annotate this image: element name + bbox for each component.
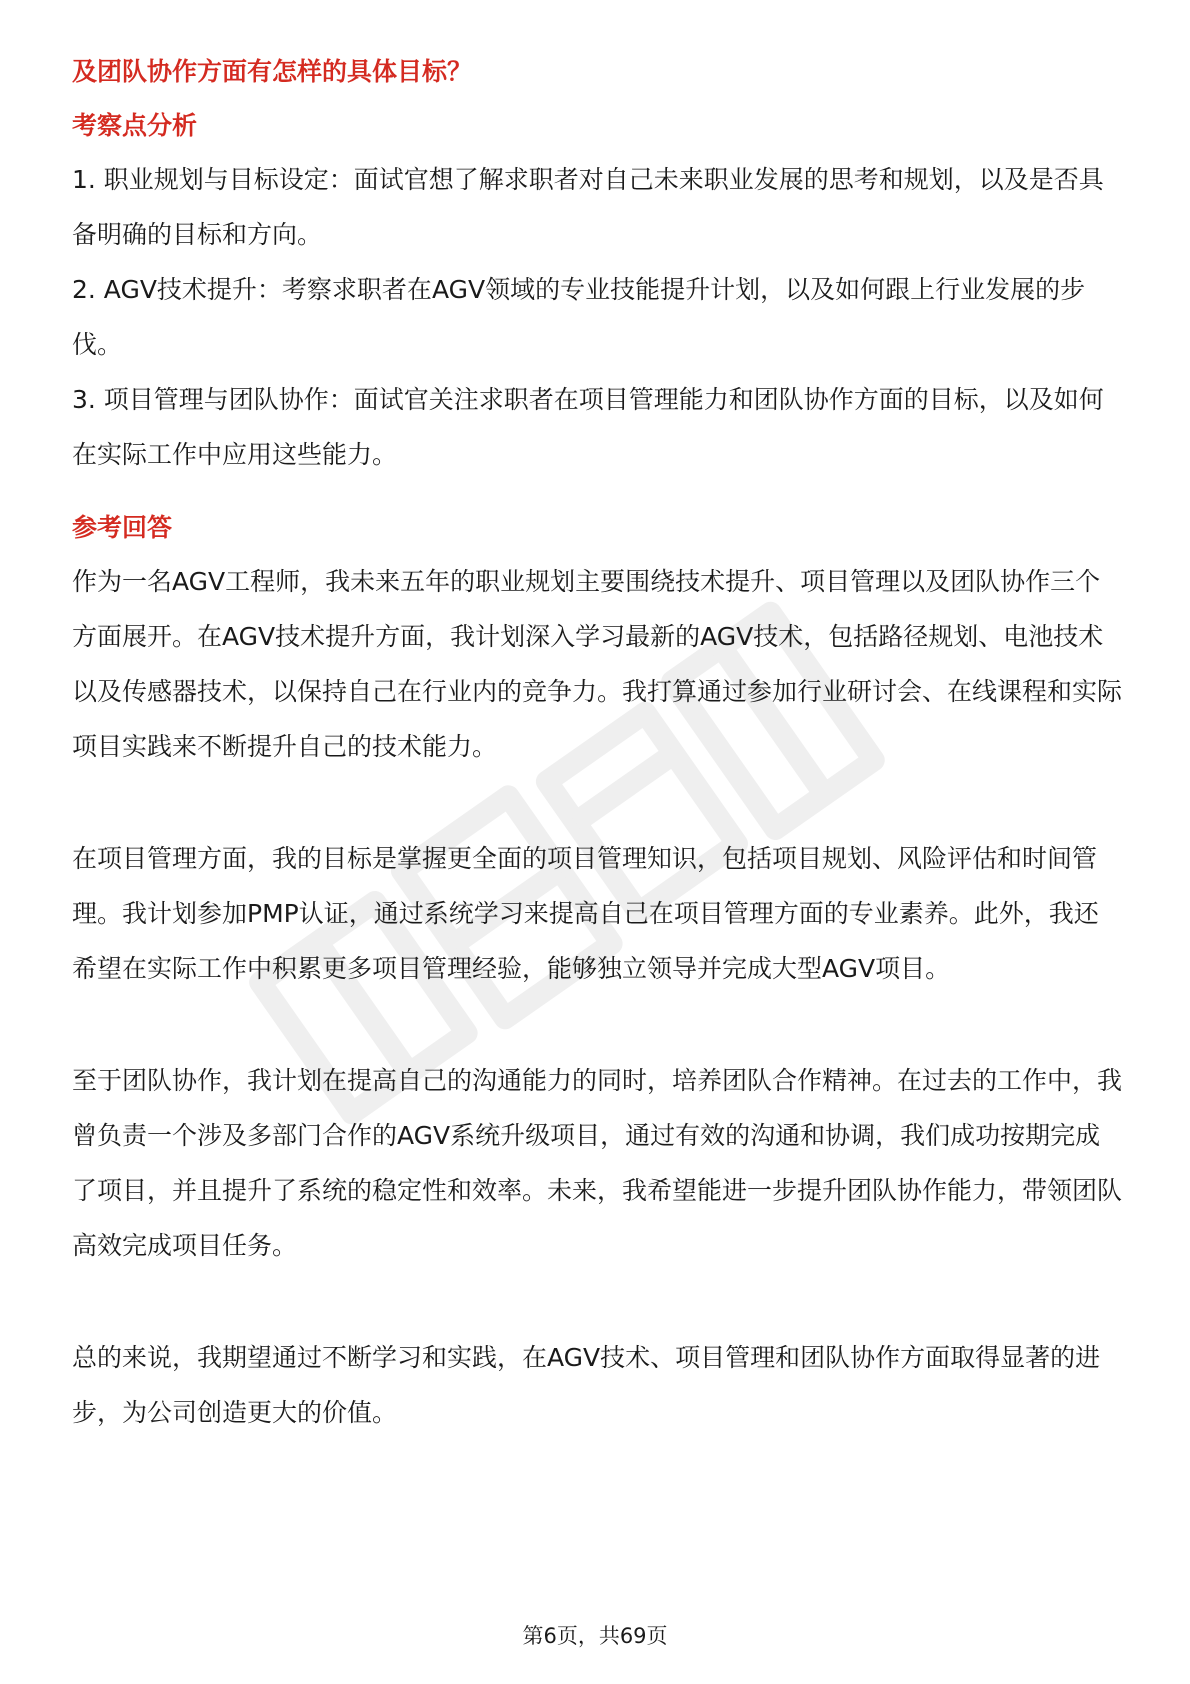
answer-paragraph: 总的来说，我期望通过不断学习和实践，在AGV技术、项目管理和团队协作方面取得显著的进步，为公司创造更大的价值。 [72, 1343, 1101, 1427]
answer-paragraph: 至于团队协作，我计划在提高自己的沟通能力的同时，培养团队合作精神。在过去的工作中，我曾负责一个涉及多部门合作的AGV系统升级项目，通过有效的沟通和协调，我们成功按期完成了项目，并且提升了系统的稳定性和效率。未来，我希望能进一步提升团队协作能力，带领团队高效完成项目任务。 [72, 1066, 1123, 1260]
answer-paragraph: 作为一名AGV工程师，我未来五年的职业规划主要围绕技术提升、项目管理以及团队协作三个方面展开。在AGV技术提升方面，我计划深入学习最新的AGV技术，包括路径规划、电池技术以及传感器技术，以保持自己在行业内的竞争力。我打算通过参加行业研讨会、在线课程和实际项目实践来不断提升自己的技术能力。 [72, 567, 1123, 761]
page-number: 第6页，共69页 [522, 1624, 668, 1648]
answer-heading: 参考回答 [72, 513, 173, 542]
analysis-item: 1. 职业规划与目标设定：面试官想了解求职者对自己未来职业发展的思考和规划，以及是否具备明确的目标和方向。 [72, 165, 1104, 249]
analysis-list [72, 152, 1122, 482]
analysis-heading: 考察点分析 [72, 111, 198, 140]
answer-paragraph: 在项目管理方面，我的目标是掌握更全面的项目管理知识，包括项目规划、风险评估和时间管理。我计划参加PMP认证，通过系统学习来提高自己在项目管理方面的专业素养。此外，我还希望在实际工作中积累更多项目管理经验，能够独立领导并完成大型AGV项目。 [72, 844, 1099, 983]
analysis-item: 2. AGV技术提升：考察求职者在AGV领域的专业技能提升计划，以及如何跟上行业发展的步伐。 [72, 275, 1086, 359]
document-page [72, 48, 1122, 1440]
analysis-item: 3. 项目管理与团队协作：面试官关注求职者在项目管理能力和团队协作方面的目标，以及如何在实际工作中应用这些能力。 [72, 385, 1104, 469]
question-title: 及团队协作方面有怎样的具体目标？ [72, 57, 473, 86]
answer-body [72, 554, 1122, 1440]
